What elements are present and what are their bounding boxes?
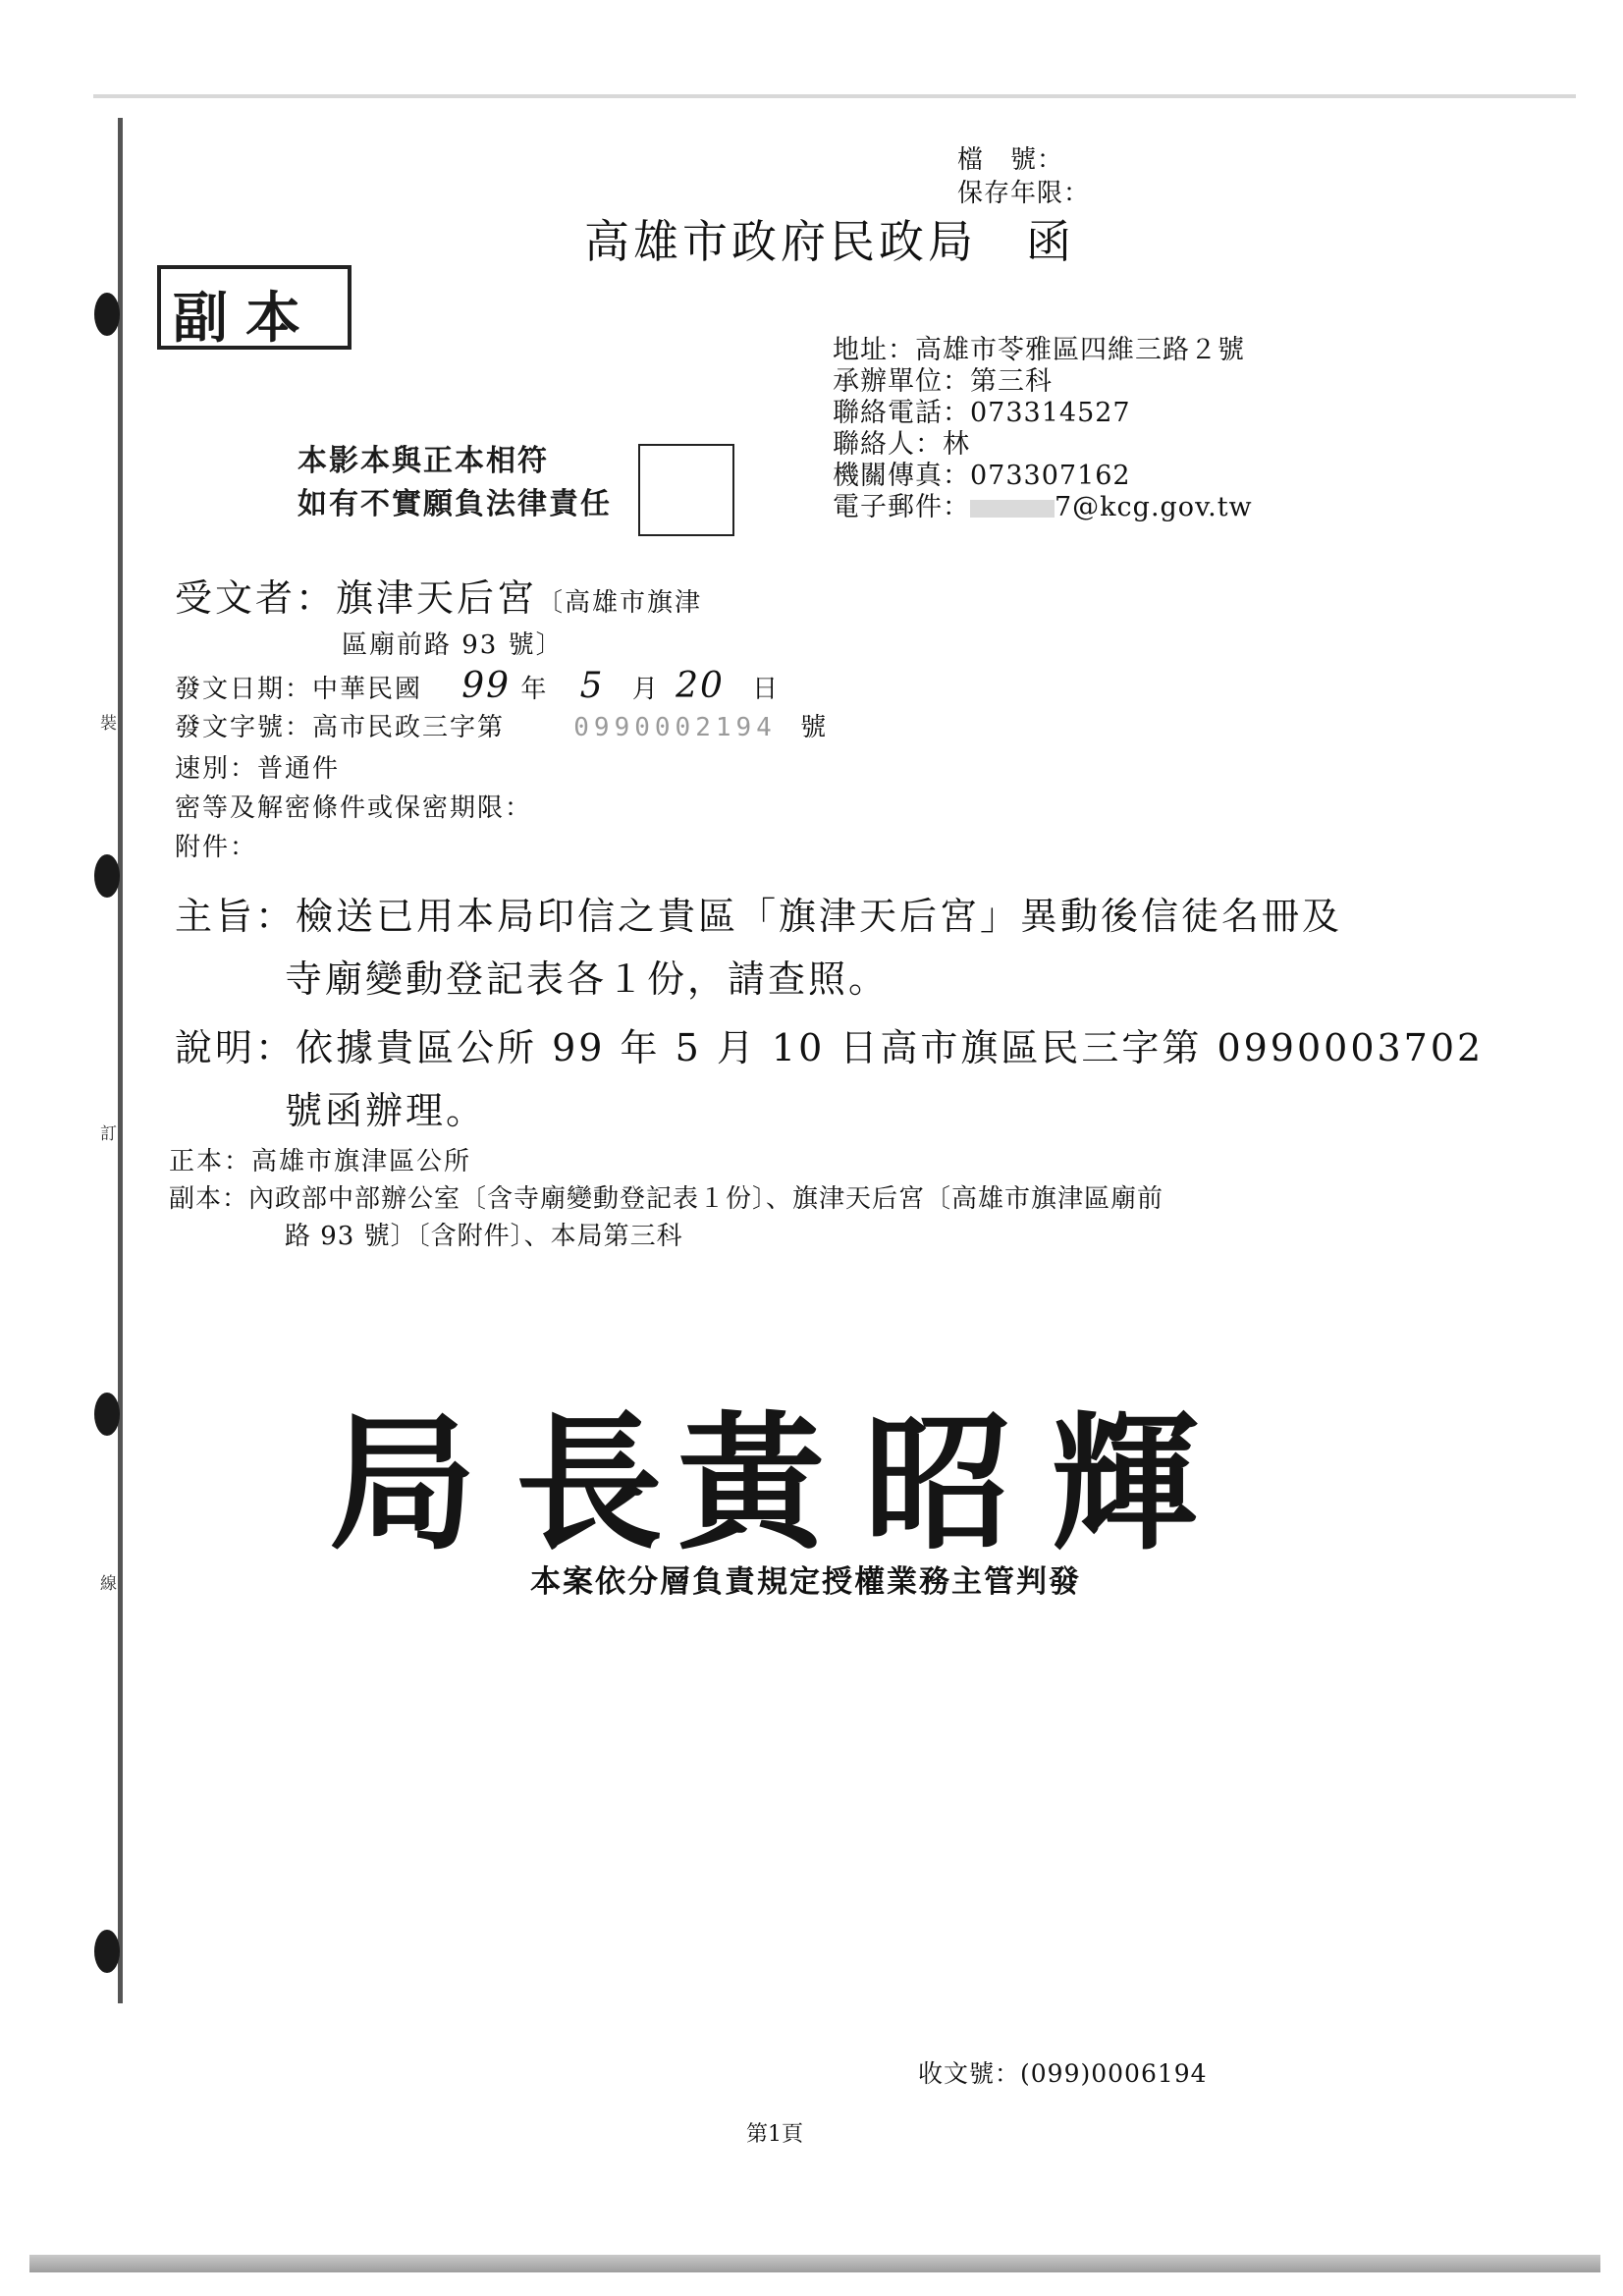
month-label: 月 [631,675,660,704]
document-number-value: 0990002194 [573,713,777,742]
page-number: 第1頁 [746,2122,803,2147]
copy-stamp-text: 副本 [173,286,318,351]
file-number-label: 檔 號： [957,145,1064,175]
binding-mark: 裝 [100,714,117,734]
binding-mark: 線 [100,1574,117,1594]
document-number-label: 發文字號：高市民政三字第 [175,713,506,742]
signature-title: 局長 [329,1397,703,1570]
contact-fax: 機關傳真：073307162 [833,461,1131,491]
contact-email [833,485,1253,523]
recipient-name: 旗津天后宮 [336,576,538,620]
binding-mark: 訂 [100,1124,117,1144]
binding-line [118,118,123,2003]
redacted-email-user [970,500,1055,518]
document-title: 高雄市政府民政局 函 [584,215,1075,268]
issue-year: 99 [461,666,512,706]
certify-stamp-line2: 如有不實願負法律責任 [298,487,612,521]
signature-name: 黃昭輝 [677,1397,1238,1570]
scan-edge-top [93,94,1576,98]
recipient-address-2: 區廟前路 93 號〕 [342,630,564,660]
explanation-line1: 說明：依據貴區公所 99 年 5 月 10 日高市旗區民三字第 0990003702 [175,1026,1485,1069]
day-label: 日 [752,675,781,704]
subject-line1: 主旨：檢送已用本局印信之貴區「旗津天后宮」異動後信徒名冊及 [175,895,1343,938]
retention-period-label: 保存年限： [957,179,1091,208]
certify-stamp-line1: 本影本與正本相符 [298,444,549,478]
original-recipient: 正本：高雄市旗津區公所 [169,1147,472,1176]
year-label: 年 [520,675,549,704]
delegation-note: 本案依分層負責規定授權業務主管判發 [530,1564,1081,1600]
email-label: 電子郵件： [833,492,970,522]
issue-day: 20 [676,666,725,706]
contact-phone: 聯絡電話：073314527 [833,398,1131,428]
copy-recipients-line1: 副本：內政部中部辦公室〔含寺廟變動登記表１份〕、旗津天后宮〔高雄市旗津區廟前 [169,1184,1164,1214]
document-number [175,707,828,743]
contact-person: 聯絡人：林 [833,429,970,460]
document-number-suffix: 號 [800,713,829,742]
receipt-number: 收文號：(099)0006194 [918,2059,1208,2088]
email-domain: 7@kcg.gov.tw [1055,492,1253,522]
recipient-address-1: 〔高雄市旗津 [537,588,703,618]
punch-hole [94,1930,120,1973]
recipient [175,568,702,622]
attachments: 附件： [175,833,258,862]
delivery-speed: 速別：普通件 [175,754,341,784]
explanation-line2: 號函辦理。 [285,1089,487,1132]
punch-hole [94,1393,120,1436]
recipient-label: 受文者： [175,576,337,620]
punch-hole [94,293,120,336]
scan-edge-bottom [29,2255,1600,2272]
contact-unit: 承辦單位：第三科 [833,366,1053,397]
copy-recipients-line2: 路 93 號〕〔含附件〕、本局第三科 [285,1222,683,1251]
seal-box [638,444,734,536]
punch-hole [94,854,120,898]
contact-address: 地址：高雄市苓雅區四維三路２號 [833,335,1245,365]
subject-line2: 寺廟變動登記表各１份，請查照。 [285,957,890,1001]
copy-stamp [157,265,352,350]
secrecy-level: 密等及解密條件或保密期限： [175,793,533,823]
issue-date [175,666,780,706]
issue-month: 5 [579,666,605,706]
issue-date-label: 發文日期：中華民國 [175,675,423,704]
